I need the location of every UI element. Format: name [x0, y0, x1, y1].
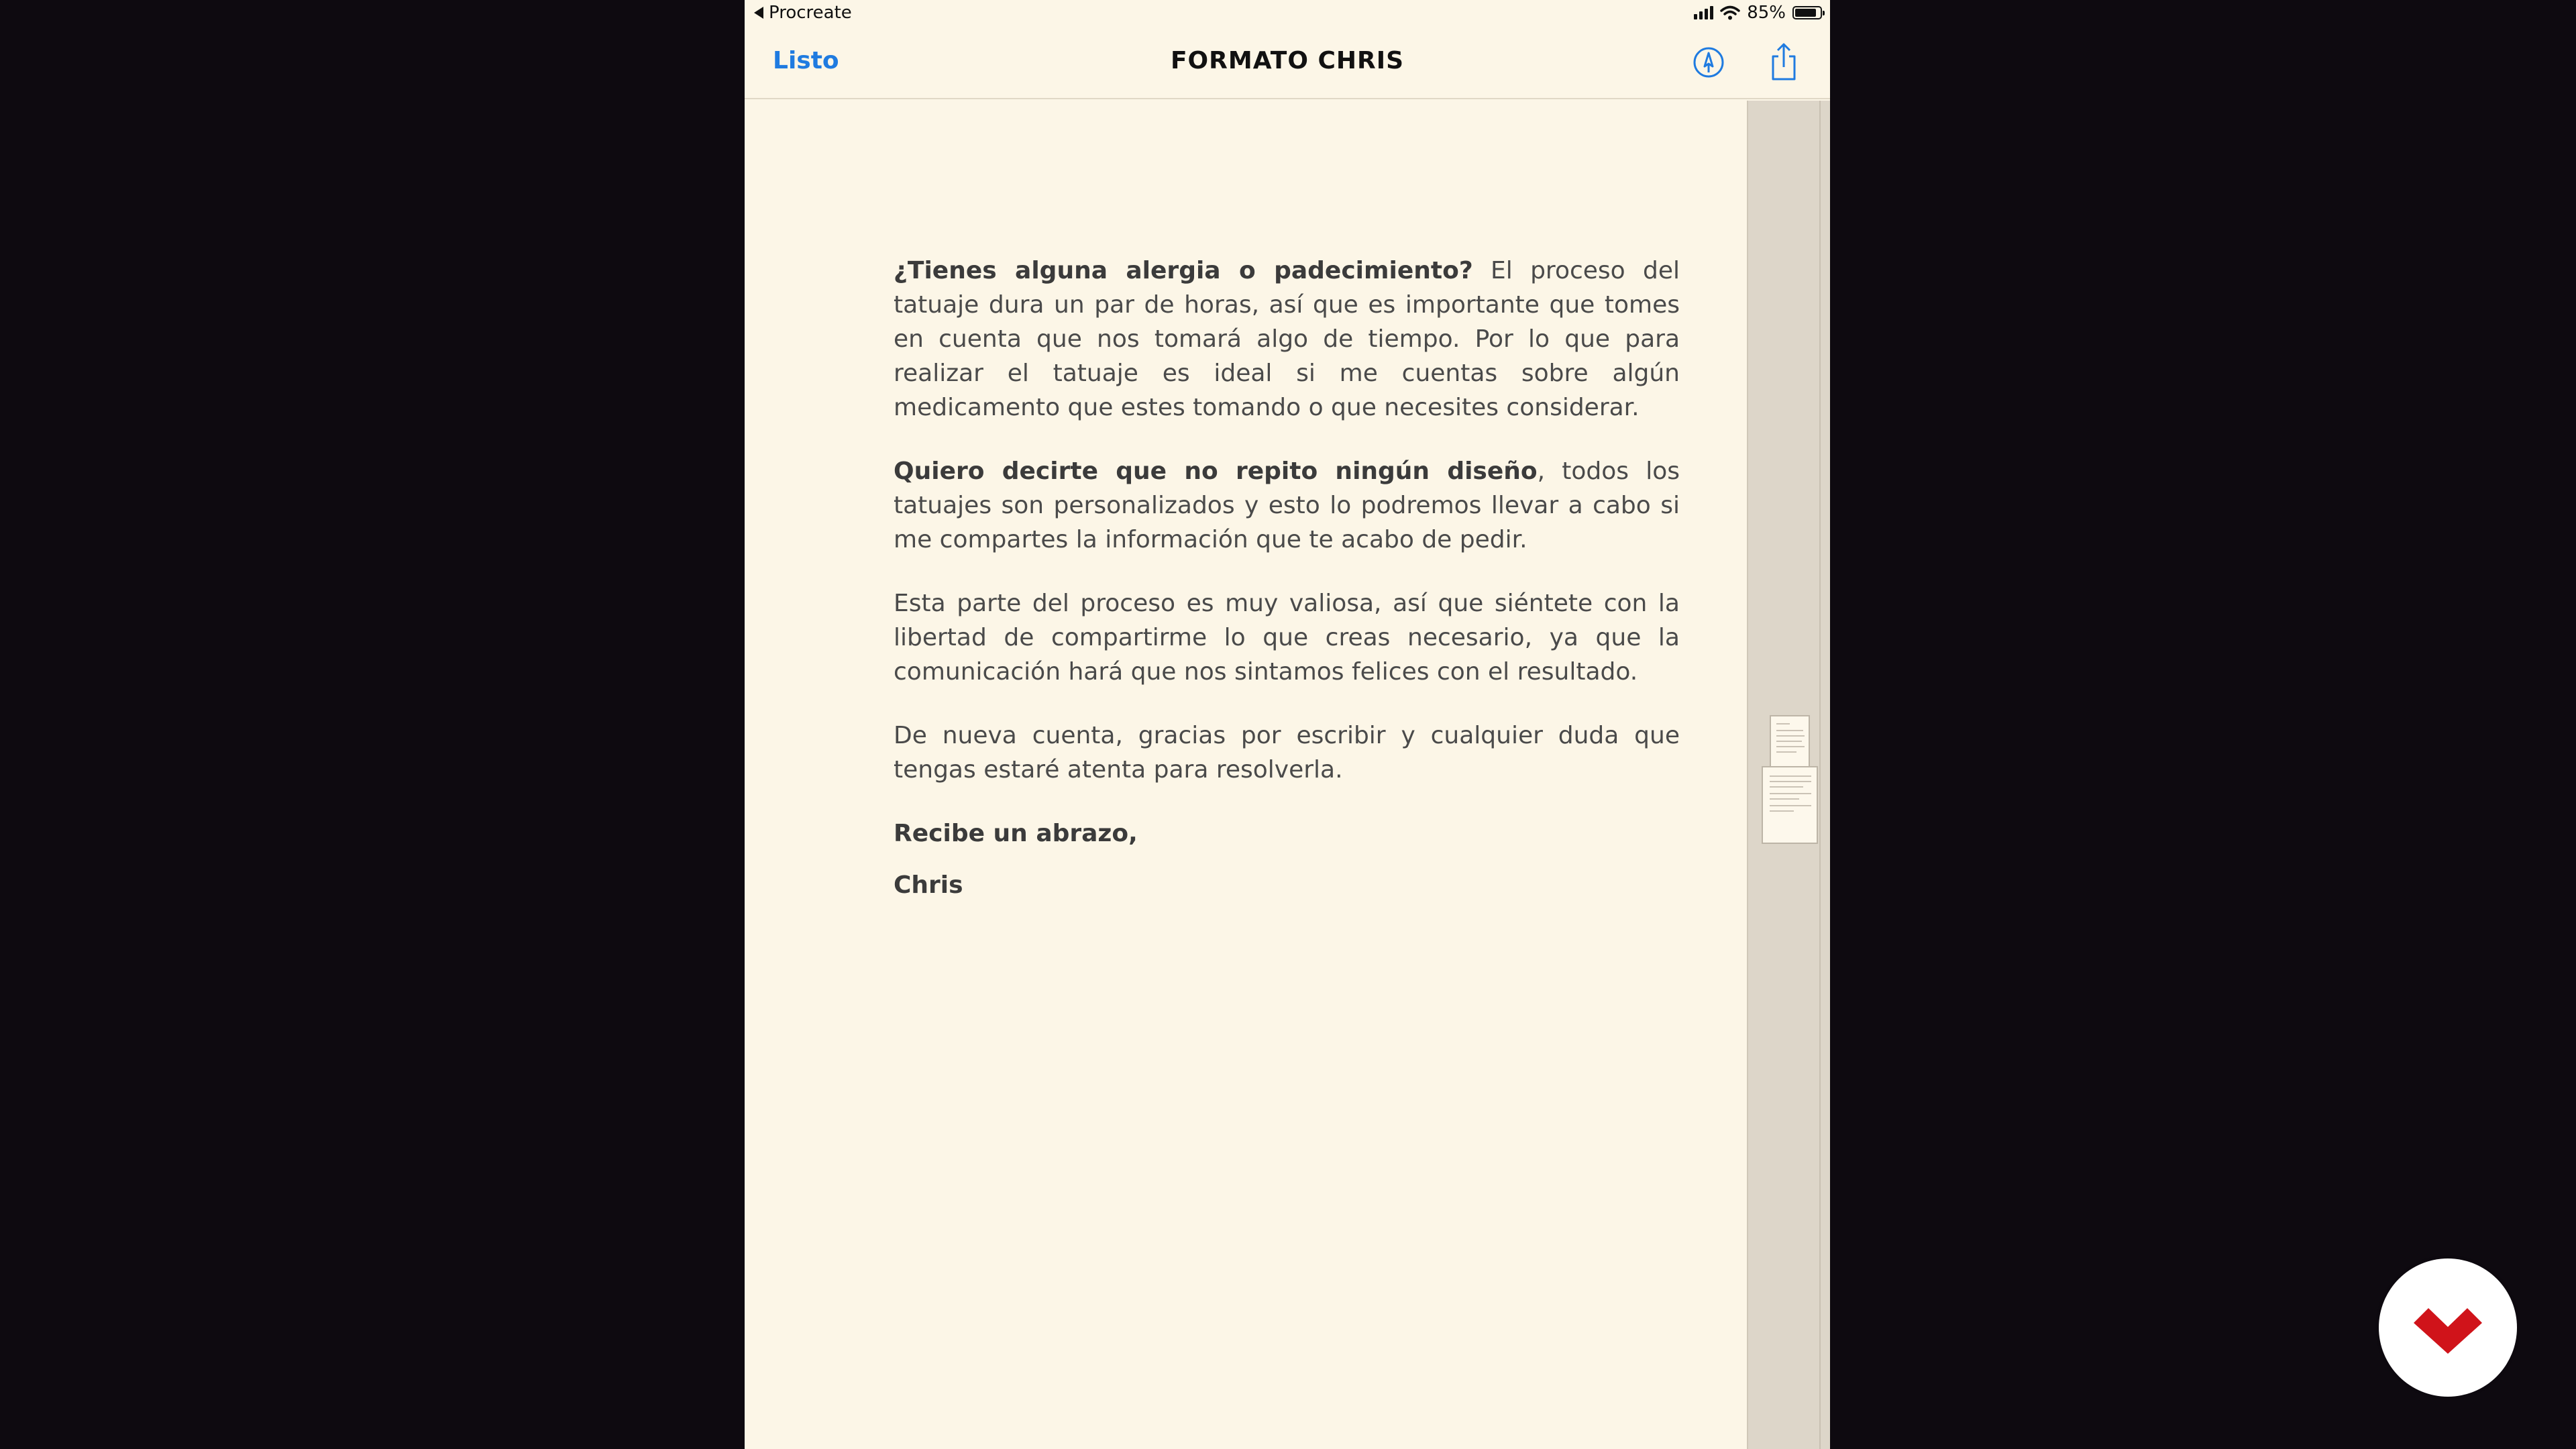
signature: Chris — [894, 871, 963, 899]
status-bar — [745, 0, 1830, 27]
page-thumbnail-2[interactable] — [1762, 766, 1818, 844]
status-indicators — [1694, 3, 1822, 23]
share-button[interactable] — [1767, 42, 1801, 82]
markup-pen-icon — [1692, 46, 1725, 79]
paragraph-allergies: ¿Tienes alguna alergia o padecimiento? El proceso del tatuaje dura un par de horas, así que es importante que tomes en cuenta que nos tomará algo de tiempo. Por lo que para realizar el tatuaje es ideal si me cuentas sobre algún medicamento que estes tomando o que necesites considerar. — [894, 257, 1680, 421]
back-arrow-icon — [754, 7, 763, 19]
page-thumbnail-sidebar[interactable] — [1747, 101, 1830, 1449]
paragraph-process: Esta parte del proceso es muy valiosa, así que siéntete con la libertad de compartirme lo que creas necesario, ya que la comunicación hará que nos sintamos felices con el resultado. — [894, 590, 1680, 686]
document-viewer — [745, 0, 1830, 1449]
markup-button[interactable] — [1692, 46, 1725, 79]
paragraph-designs: Quiero decirte que no repito ningún diseño, todos los tatuajes son personalizados y esto lo podremos llevar a cabo si me compartes la información que te acabo de pedir. — [894, 458, 1680, 553]
closing-line: Recibe un abrazo, — [894, 820, 1138, 847]
cellular-signal-icon — [1694, 6, 1713, 19]
done-button[interactable]: Listo — [773, 47, 839, 74]
navigation-bar — [745, 27, 1830, 99]
brand-logo-badge — [2379, 1258, 2517, 1397]
share-icon — [1767, 42, 1801, 82]
battery-icon — [1792, 6, 1822, 19]
wifi-icon — [1720, 5, 1740, 20]
page-thumbnail-1[interactable] — [1770, 715, 1810, 767]
back-to-app-link[interactable] — [754, 3, 852, 23]
document-title: FORMATO CHRIS — [1170, 47, 1405, 74]
brand-logo-icon — [2414, 1303, 2482, 1354]
paragraph-thanks: De nueva cuenta, gracias por escribir y cualquier duda que tengas estaré atenta para resolverla. — [894, 722, 1680, 784]
document-page[interactable] — [753, 101, 1741, 1449]
document-body — [894, 254, 1680, 920]
battery-percent: 85% — [1747, 3, 1786, 23]
back-app-label: Procreate — [769, 3, 852, 23]
